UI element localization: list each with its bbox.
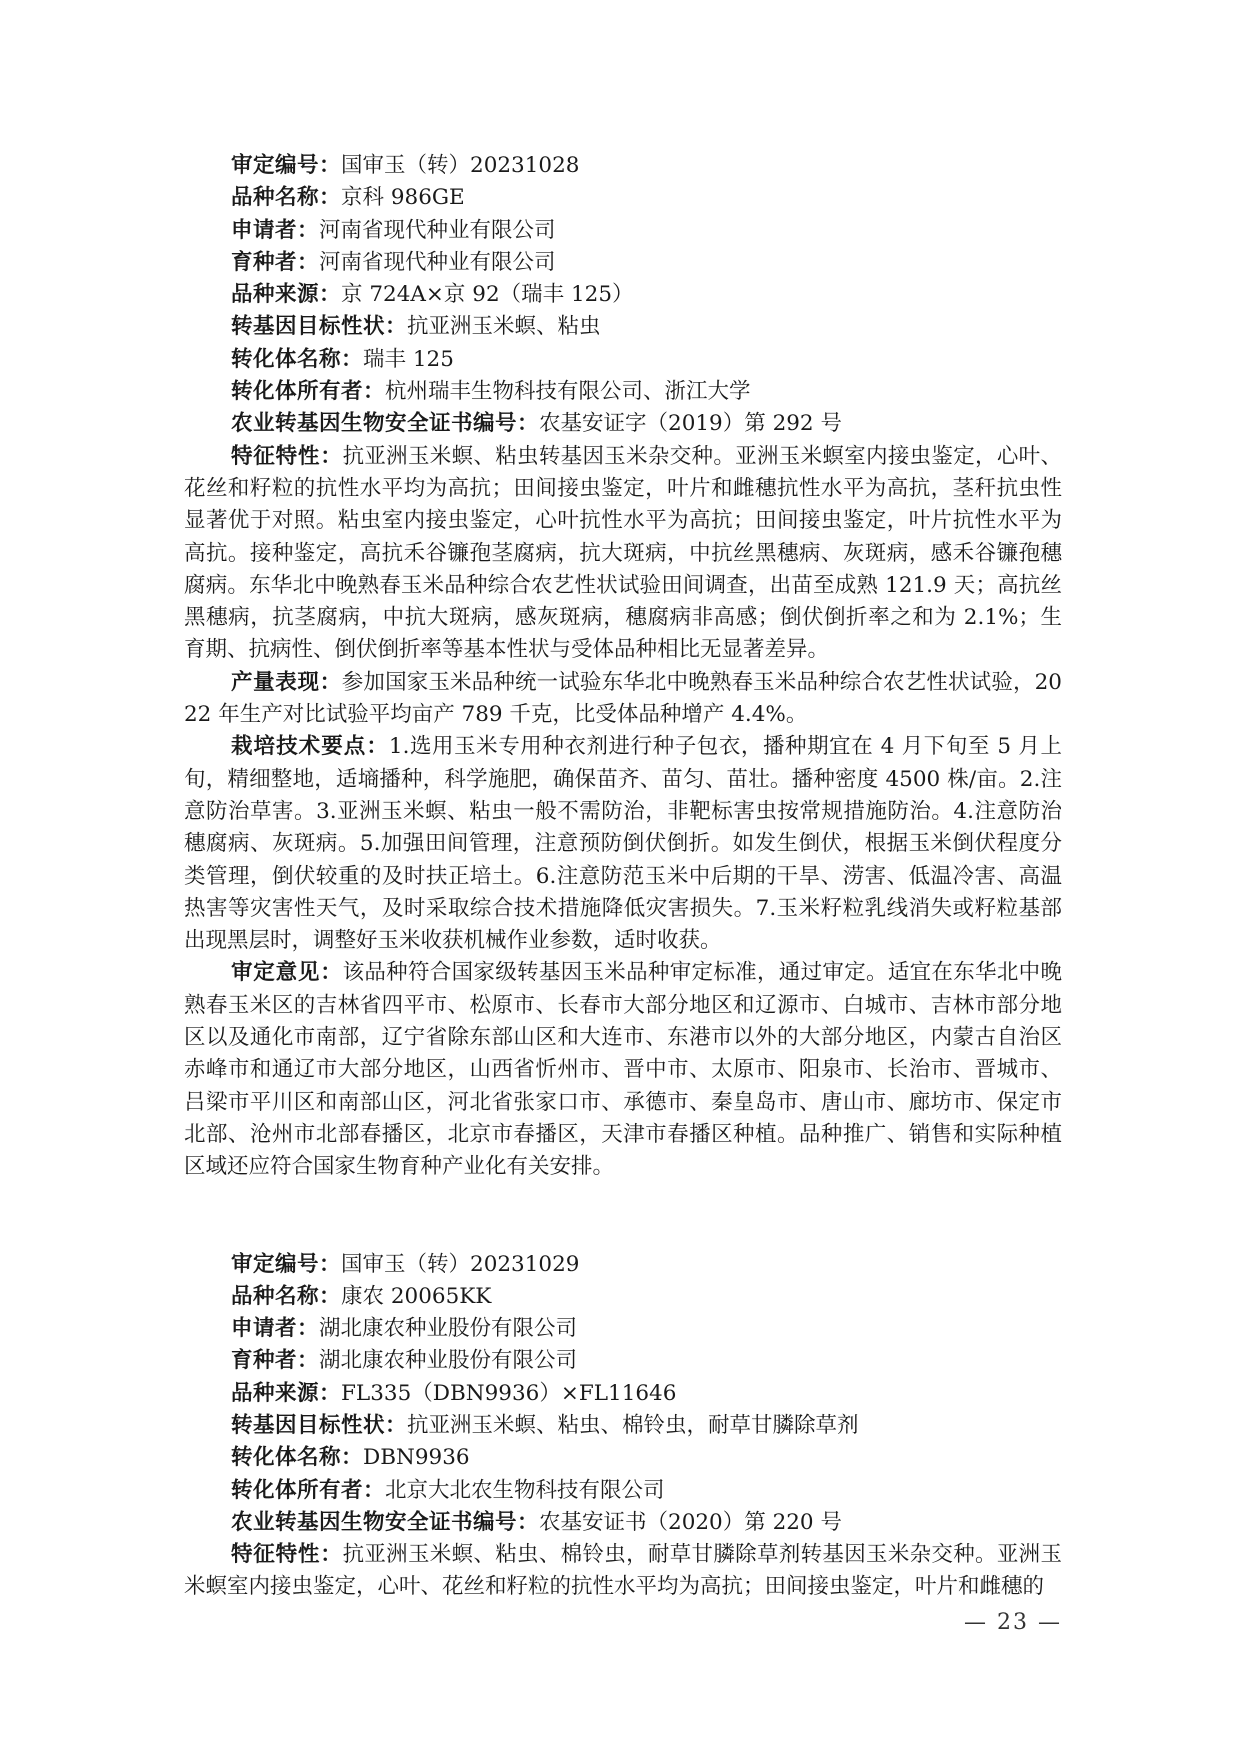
field-row	[184, 376, 1062, 408]
paragraph-text: 参加国家玉米品种统一试验东华北中晚熟春玉米品种综合农艺性状试验，2022 年生产对比试验平均亩产 789 千克，比受体品种增产 4.4%。	[184, 669, 1062, 728]
document-content	[184, 150, 1062, 1604]
field-value: 京科 986GE	[341, 185, 465, 211]
field-label: 转化体名称：	[231, 1445, 364, 1471]
variety-section-1	[184, 150, 1062, 1184]
field-row	[184, 247, 1062, 279]
field-value: 国审玉（转）20231028	[341, 153, 580, 178]
field-label: 育种者：	[231, 1348, 320, 1374]
section-gap	[184, 1184, 1062, 1249]
paragraph-text: 1.选用玉米专用种衣剂进行种子包衣，播种期宜在 4 月下旬至 5 月上旬，精细整地，适墒播种，科学施肥，确保苗齐、苗匀、苗壮。播种密度 4500 株/亩。2.注意防治草害。3.亚洲玉米螟、粘虫一般不需防治，非靶标害虫按常规措施防治。4.注意防治穗腐病、灰斑病。5.加强田间管理，注意预防倒伏倒折。如发生倒伏，根据玉米倒伏程度分类管理，倒伏较重的及时扶正培土。6.注意防范玉米中后期的干旱、涝害、低温冷害、高温热害等灾害性天气，及时采取综合技术措施降低灾害损失。7.玉米籽粒乳线消失或籽粒基部出现黑层时，调整好玉米收获机械作业参数，适时收获。	[184, 734, 1062, 954]
field-label: 品种来源：	[231, 282, 342, 308]
paragraph-label: 产量表现：	[231, 669, 342, 695]
field-value: 杭州瑞丰生物科技有限公司、浙江大学	[385, 379, 751, 405]
field-label: 品种名称：	[231, 1283, 342, 1309]
paragraph-text: 该品种符合国家级转基因玉米品种审定标准，通过审定。适宜在东华北中晚熟春玉米区的吉林省四平市、松原市、长春市大部分地区和辽源市、白城市、吉林市部分地区以及通化市南部，辽宁省除东部山区和大连市、东港市以外的大部分地区，内蒙古自治区赤峰市和通辽市大部分地区，山西省忻州市、晋中市、太原市、阳泉市、长治市、晋城市、吕梁市平川区和南部山区，河北省张家口市、承德市、秦皇岛市、唐山市、廊坊市、保定市北部、沧州市北部春播区，北京市春播区，天津市春播区种植。品种推广、销售和实际种植区域还应符合国家生物育种产业化有关安排。	[184, 960, 1062, 1180]
field-row	[184, 344, 1062, 376]
field-value: 国审玉（转）20231029	[341, 1251, 580, 1277]
field-label: 审定编号：	[231, 1251, 342, 1277]
field-value: 抗亚洲玉米螟、粘虫	[407, 314, 601, 340]
field-row	[184, 311, 1062, 343]
field-label: 品种名称：	[231, 185, 342, 211]
field-value: DBN9936	[363, 1445, 470, 1471]
field-value: 农基安证字（2019）第 292 号	[539, 411, 842, 437]
field-row	[184, 215, 1062, 247]
field-value: FL335（DBN9936）×FL11646	[341, 1380, 677, 1406]
paragraph-characteristics	[184, 441, 1062, 667]
paragraph-label: 栽培技术要点：	[231, 734, 389, 760]
field-value: 河南省现代种业有限公司	[319, 217, 556, 243]
field-row	[184, 1249, 1062, 1281]
field-label: 转基因目标性状：	[231, 1412, 408, 1438]
field-value: 湖北康农种业股份有限公司	[319, 1316, 578, 1342]
field-row	[184, 1475, 1062, 1507]
page-number: — 23 —	[964, 1610, 1062, 1635]
field-label: 申请者：	[231, 1316, 320, 1342]
field-value: 河南省现代种业有限公司	[319, 249, 556, 275]
field-row	[184, 279, 1062, 311]
paragraph-label: 审定意见：	[231, 960, 343, 986]
field-value: 京 724A×京 92（瑞丰 125）	[341, 282, 634, 308]
field-row	[184, 150, 1062, 182]
field-label: 农业转基因生物安全证书编号：	[231, 1509, 540, 1535]
field-value: 农基安证书（2020）第 220 号	[539, 1509, 842, 1535]
field-value: 北京大北农生物科技有限公司	[385, 1477, 665, 1503]
field-row	[184, 1345, 1062, 1377]
variety-section-2	[184, 1249, 1062, 1604]
field-label: 转化体所有者：	[231, 1477, 386, 1503]
field-row	[184, 1442, 1062, 1474]
field-row	[184, 1378, 1062, 1410]
field-label: 转化体名称：	[231, 346, 364, 372]
paragraph-approval-opinion	[184, 957, 1062, 1183]
paragraph-yield	[184, 667, 1062, 732]
paragraph-text: 抗亚洲玉米螟、粘虫、棉铃虫，耐草甘膦除草剂转基因玉米杂交种。亚洲玉米螟室内接虫鉴定，心叶、花丝和籽粒的抗性水平均为高抗；田间接虫鉴定，叶片和雌穗的	[184, 1542, 1062, 1600]
paragraph-label: 特征特性：	[231, 1542, 343, 1568]
field-row	[184, 1313, 1062, 1345]
paragraph-label: 特征特性：	[231, 443, 343, 469]
field-row	[184, 182, 1062, 214]
paragraph-cultivation	[184, 731, 1062, 957]
field-value: 抗亚洲玉米螟、粘虫、棉铃虫，耐草甘膦除草剂	[407, 1412, 859, 1438]
field-row	[184, 1410, 1062, 1442]
field-label: 申请者：	[231, 217, 320, 243]
field-value: 湖北康农种业股份有限公司	[319, 1348, 578, 1374]
field-label: 品种来源：	[231, 1380, 342, 1406]
field-row	[184, 1507, 1062, 1539]
field-row	[184, 1281, 1062, 1313]
field-label: 育种者：	[231, 249, 320, 275]
paragraph-characteristics	[184, 1539, 1062, 1604]
field-label: 农业转基因生物安全证书编号：	[231, 411, 540, 437]
paragraph-text: 抗亚洲玉米螟、粘虫转基因玉米杂交种。亚洲玉米螟室内接虫鉴定，心叶、花丝和籽粒的抗性水平均为高抗；田间接虫鉴定，叶片和雌穗抗性水平为高抗，茎秆抗虫性显著优于对照。粘虫室内接虫鉴定，心叶抗性水平为高抗；田间接虫鉴定，叶片抗性水平为高抗。接种鉴定，高抗禾谷镰孢茎腐病，抗大斑病，中抗丝黑穗病、灰斑病，感禾谷镰孢穗腐病。东华北中晚熟春玉米品种综合农艺性状试验田间调查，出苗至成熟 121.9 天；高抗丝黑穗病，抗茎腐病，中抗大斑病，感灰斑病，穗腐病非高感；倒伏倒折率之和为 2.1%；生育期、抗病性、倒伏倒折率等基本性状与受体品种相比无显著差异。	[184, 443, 1062, 663]
field-row	[184, 408, 1062, 440]
field-value: 瑞丰 125	[363, 346, 454, 372]
field-label: 转化体所有者：	[231, 379, 386, 405]
field-label: 转基因目标性状：	[231, 314, 408, 340]
field-value: 康农 20065KK	[341, 1283, 492, 1309]
field-label: 审定编号：	[231, 153, 342, 178]
